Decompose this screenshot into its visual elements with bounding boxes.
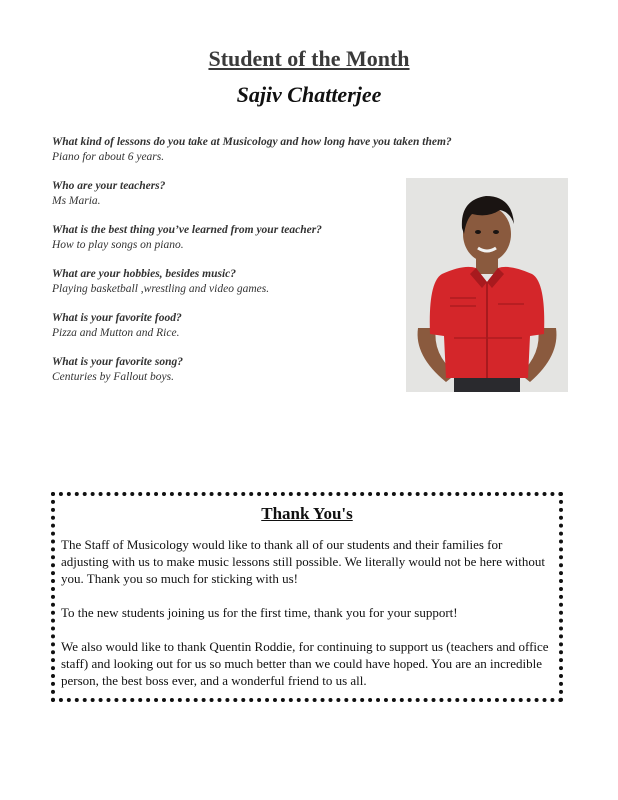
interview-question: What is your favorite song? xyxy=(52,356,183,368)
interview-question: What is the best thing you’ve learned from your teacher? xyxy=(52,224,322,236)
thank-you-paragraph: We also would like to thank Quentin Roddie, for continuing to support us (teachers and office staff) and looking out for us so much better than we could have hoped. You are an incredible person, the best boss ever, and a wonderful friend to us all. xyxy=(61,639,549,688)
page-title: Student of the Month xyxy=(208,46,410,71)
interview-answer: Piano for about 6 years. xyxy=(52,151,165,163)
interview-answer: Ms Maria. xyxy=(52,195,101,207)
interview-question: What is your favorite food? xyxy=(52,312,182,324)
student-name: Sajiv Chatterjee xyxy=(236,82,382,107)
right-eye xyxy=(493,230,499,234)
student-photo xyxy=(406,178,568,392)
interview-question: What are your hobbies, besides music? xyxy=(52,268,237,280)
thank-you-paragraph: To the new students joining us for the first time, thank you for your support! xyxy=(61,605,458,620)
thank-you-box xyxy=(51,492,563,702)
interview-item xyxy=(52,135,492,165)
interview-answer: Playing basketball ,wrestling and video games. xyxy=(52,283,270,295)
left-eye xyxy=(475,230,481,234)
thank-you-title: Thank You's xyxy=(261,504,353,523)
interview-question: Who are your teachers? xyxy=(52,180,166,192)
thank-you-paragraph: The Staff of Musicology would like to thank all of our students and their families for adjusting with us to make music lessons still possible. We literally would not be here without you. Thank you so much for sticking with us! xyxy=(61,537,545,586)
interview-answer: Pizza and Mutton and Rice. xyxy=(52,327,180,339)
interview-answer: How to play songs on piano. xyxy=(52,239,184,251)
student-portrait-illustration xyxy=(406,178,568,392)
interview-answer: Centuries by Fallout boys. xyxy=(52,371,175,383)
interview-question: What kind of lessons do you take at Musicology and how long have you taken them? xyxy=(52,136,452,148)
